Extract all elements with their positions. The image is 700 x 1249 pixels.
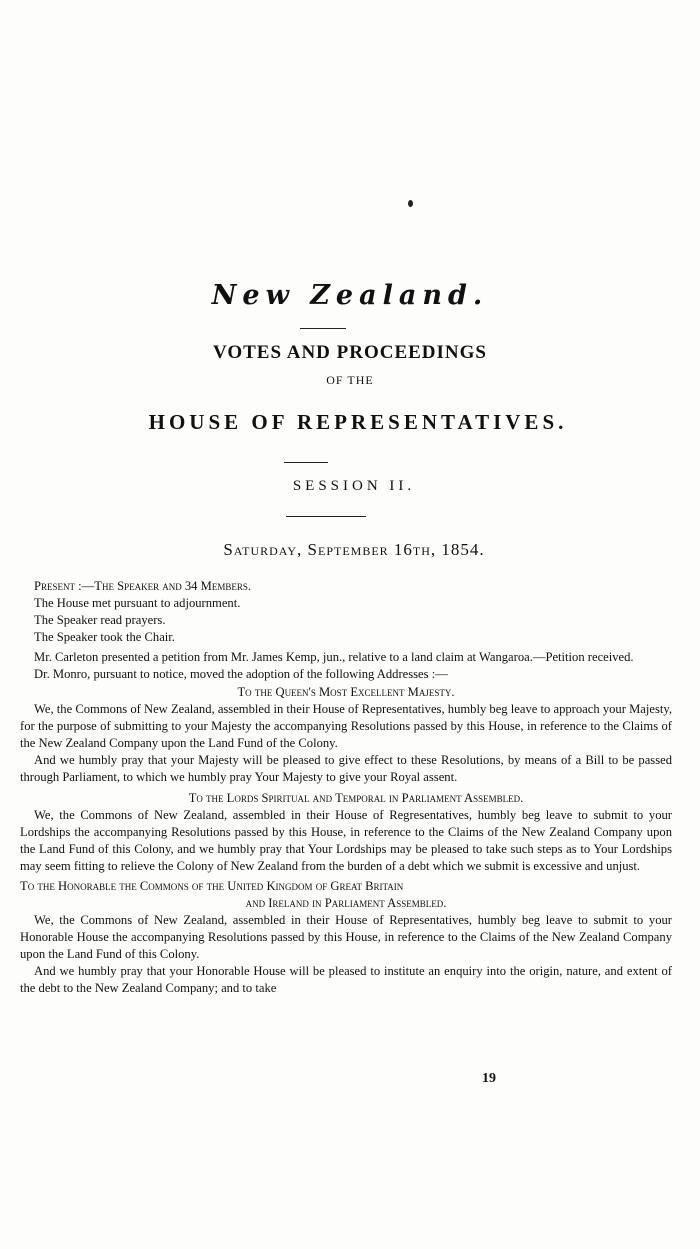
of-the-label: OF THE [326, 373, 374, 387]
commons-address-heading-2: and Ireland in Parliament Assembled. [245, 896, 447, 911]
commons-paragraph-1: We, the Commons of New Zealand, assembled in their House of Representatives, humbly beg leave to submit to your Honorable House the accompanying Resolutions passed by this House, in reference to the Claims of the New Zealand Company upon the Land Fund of this Colony. [20, 913, 672, 962]
prayers-line: The Speaker read prayers. [34, 612, 166, 627]
queen-paragraph-2: And we humbly pray that your Majesty will be pleased to give effect to these Resolutions, by means of a Bill to be passed through Parliament, to which we humbly pray Your Majesty to give your Royal assent. [20, 753, 672, 784]
commons-address-heading-1: To the Honorable the Commons of the United Kingdom of Great Britain [20, 879, 404, 894]
divider-rule [286, 516, 366, 517]
divider-rule [284, 462, 328, 463]
commons-paragraph-2: And we humbly pray that your Honorable House will be pleased to institute an enquiry into the origin, nature, and extent of the debt to the New Zealand Company; and to take [20, 963, 672, 995]
proceedings-body [20, 578, 672, 997]
page-number: 19 [482, 1071, 496, 1086]
met-line: The House met pursuant to adjournment. [34, 595, 241, 610]
house-heading: HOUSE OF REPRESENTATIVES. [148, 410, 568, 434]
masthead-title: New Zealand. [211, 280, 489, 311]
lords-address-heading: To the Lords Spiritual and Temporal in Parliament Assembled. [188, 790, 524, 805]
queen-address-heading: To the Queen's Most Excellent Majesty. [237, 685, 455, 700]
present-text: Present :—The Speaker and 34 Members. [34, 579, 251, 593]
votes-heading: VOTES AND PROCEEDINGS [212, 342, 487, 363]
ink-blot [408, 200, 413, 207]
lords-paragraph-1: We, the Commons of New Zealand, assembled in their House of Regresentatives, humbly beg leave to submit to your Lordships the accompanying Resolutions passed by this House, in reference to the Claims of the New Zealand Company upon the Land Fund of this Colony, and we humbly pray that Your Lordships may be pleased to take such steps as to Your Lordships may seem fitting to relieve the Colony of New Zealand from the burden of a debt which we submit is excessive and unjust. [20, 807, 672, 873]
present-line [20, 578, 672, 595]
sitting-date: Saturday, September 16th, 1854. [223, 540, 485, 559]
chair-line: The Speaker took the Chair. [34, 629, 175, 644]
divider-rule [300, 328, 346, 329]
queen-paragraph-1: We, the Commons of New Zealand, assembled in their House of Representatives, humbly beg leave to approach your Majesty, for the purpose of submitting to your Majesty the accompanying Resolutions passed by this House, in reference to the Claims of the New Zealand Company upon the Land Fund of the Colony. [20, 702, 672, 751]
carleton-paragraph: Mr. Carleton presented a petition from Mr. James Kemp, jun., relative to a land claim at Wangaroa.—Petition received. [34, 649, 634, 664]
session-heading: SESSION II. [292, 478, 416, 494]
monro-paragraph: Dr. Monro, pursuant to notice, moved the adoption of the following Addresses :— [34, 666, 448, 681]
